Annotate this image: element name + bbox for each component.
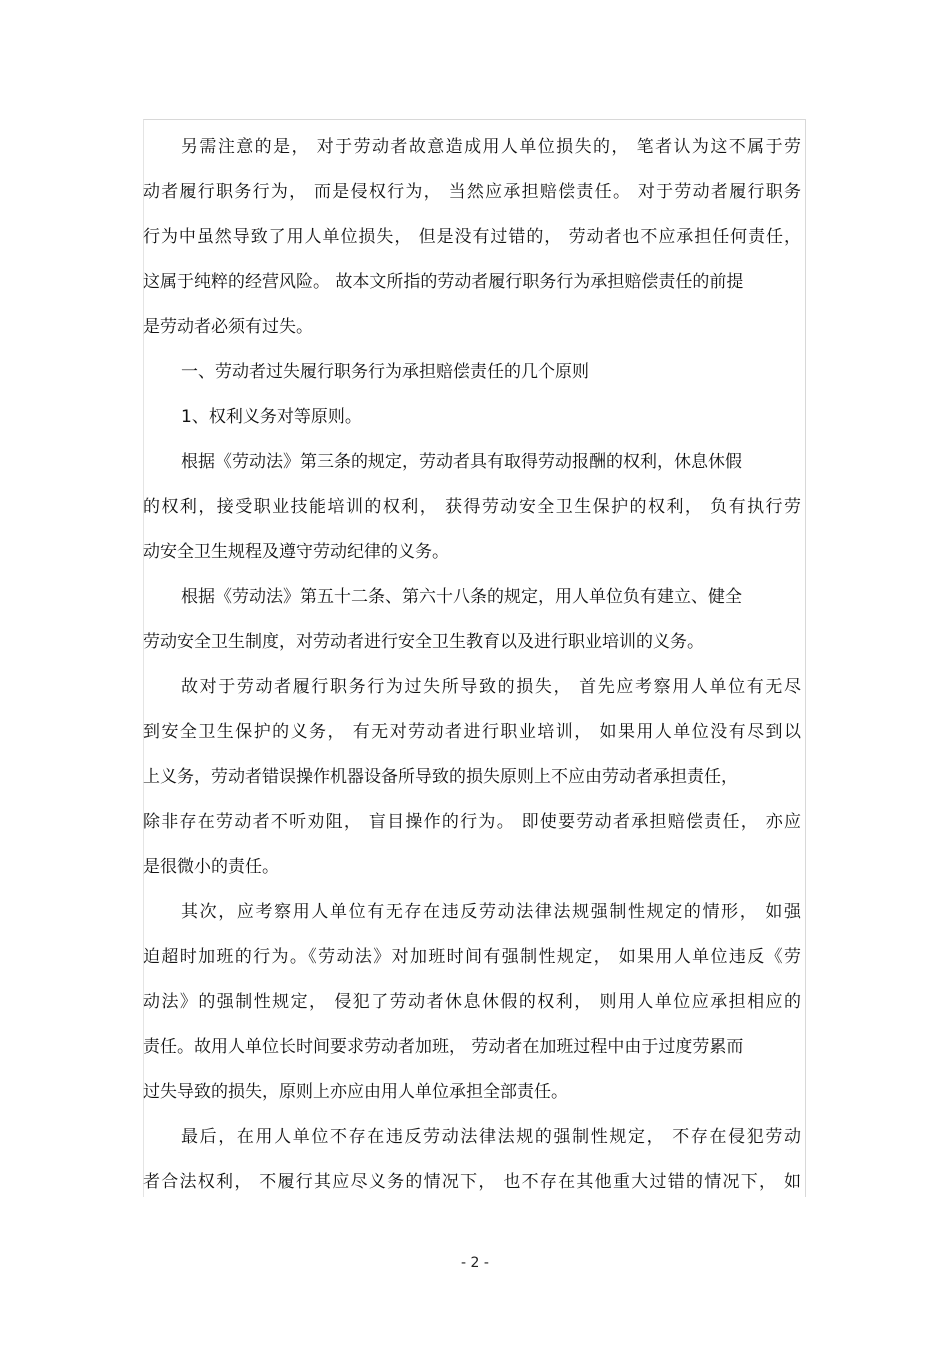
- text-line-22: 过失导致的损失，原则上亦应由用人单位承担全部责任。: [143, 1082, 568, 1102]
- text-line-14: 到安全卫生保护的义务， 有无对劳动者进行职业培训， 如果用人单位没有尽到以: [143, 722, 801, 742]
- text-line-17: 是很微小的责任。: [143, 857, 279, 877]
- text-line-5: 是劳动者必须有过失。: [143, 317, 313, 337]
- text-line-12: 劳动安全卫生制度，对劳动者进行安全卫生教育以及进行职业培训的义务。: [143, 632, 704, 652]
- text-line-3: 行为中虽然导致了用人单位损失， 但是没有过错的， 劳动者也不应承担任何责任，: [143, 227, 801, 247]
- text-line-8: 根据《劳动法》第三条的规定，劳动者具有取得劳动报酬的权利，休息休假: [181, 452, 742, 472]
- page-number: - 2 -: [461, 1255, 489, 1271]
- text-line-10: 动安全卫生规程及遵守劳动纪律的义务。: [143, 542, 449, 562]
- text-line-24: 者合法权利， 不履行其应尽义务的情况下， 也不存在其他重大过错的情况下， 如: [143, 1172, 801, 1192]
- text-line-16: 除非存在劳动者不听劝阻， 盲目操作的行为。 即使要劳动者承担赔偿责任， 亦应: [143, 812, 801, 832]
- text-line-15: 上义务，劳动者错误操作机器设备所导致的损失原则上不应由劳动者承担责任，: [143, 767, 738, 787]
- text-line-20: 动法》的强制性规定， 侵犯了劳动者休息休假的权利， 则用人单位应承担相应的: [143, 992, 801, 1012]
- subsection-heading: 1、权利义务对等原则。: [181, 407, 362, 427]
- text-line-2: 动者履行职务行为， 而是侵权行为， 当然应承担赔偿责任。 对于劳动者履行职务: [143, 182, 801, 202]
- text-line-9: 的权利，接受职业技能培训的权利， 获得劳动安全卫生保护的权利， 负有执行劳: [143, 497, 801, 517]
- text-line-11: 根据《劳动法》第五十二条、第六十八条的规定，用人单位负有建立、健全: [181, 587, 742, 607]
- text-line-21: 责任。故用人单位长时间要求劳动者加班， 劳动者在加班过程中由于过度劳累而: [143, 1037, 744, 1057]
- text-line-19: 迫超时加班的行为。《劳动法》对加班时间有强制性规定， 如果用人单位违反《劳: [143, 947, 801, 967]
- text-line-23: 最后，在用人单位不存在违反劳动法律法规的强制性规定， 不存在侵犯劳动: [181, 1127, 801, 1147]
- section-heading: 一、劳动者过失履行职务行为承担赔偿责任的几个原则: [181, 362, 589, 382]
- text-line-18: 其次，应考察用人单位有无存在违反劳动法律法规强制性规定的情形， 如强: [181, 902, 801, 922]
- text-line-1: 另需注意的是， 对于劳动者故意造成用人单位损失的， 笔者认为这不属于劳: [181, 137, 801, 157]
- text-line-13: 故对于劳动者履行职务行为过失所导致的损失， 首先应考察用人单位有无尽: [181, 677, 801, 697]
- text-line-4: 这属于纯粹的经营风险。 故本文所指的劳动者履行职务行为承担赔偿责任的前提: [143, 272, 744, 292]
